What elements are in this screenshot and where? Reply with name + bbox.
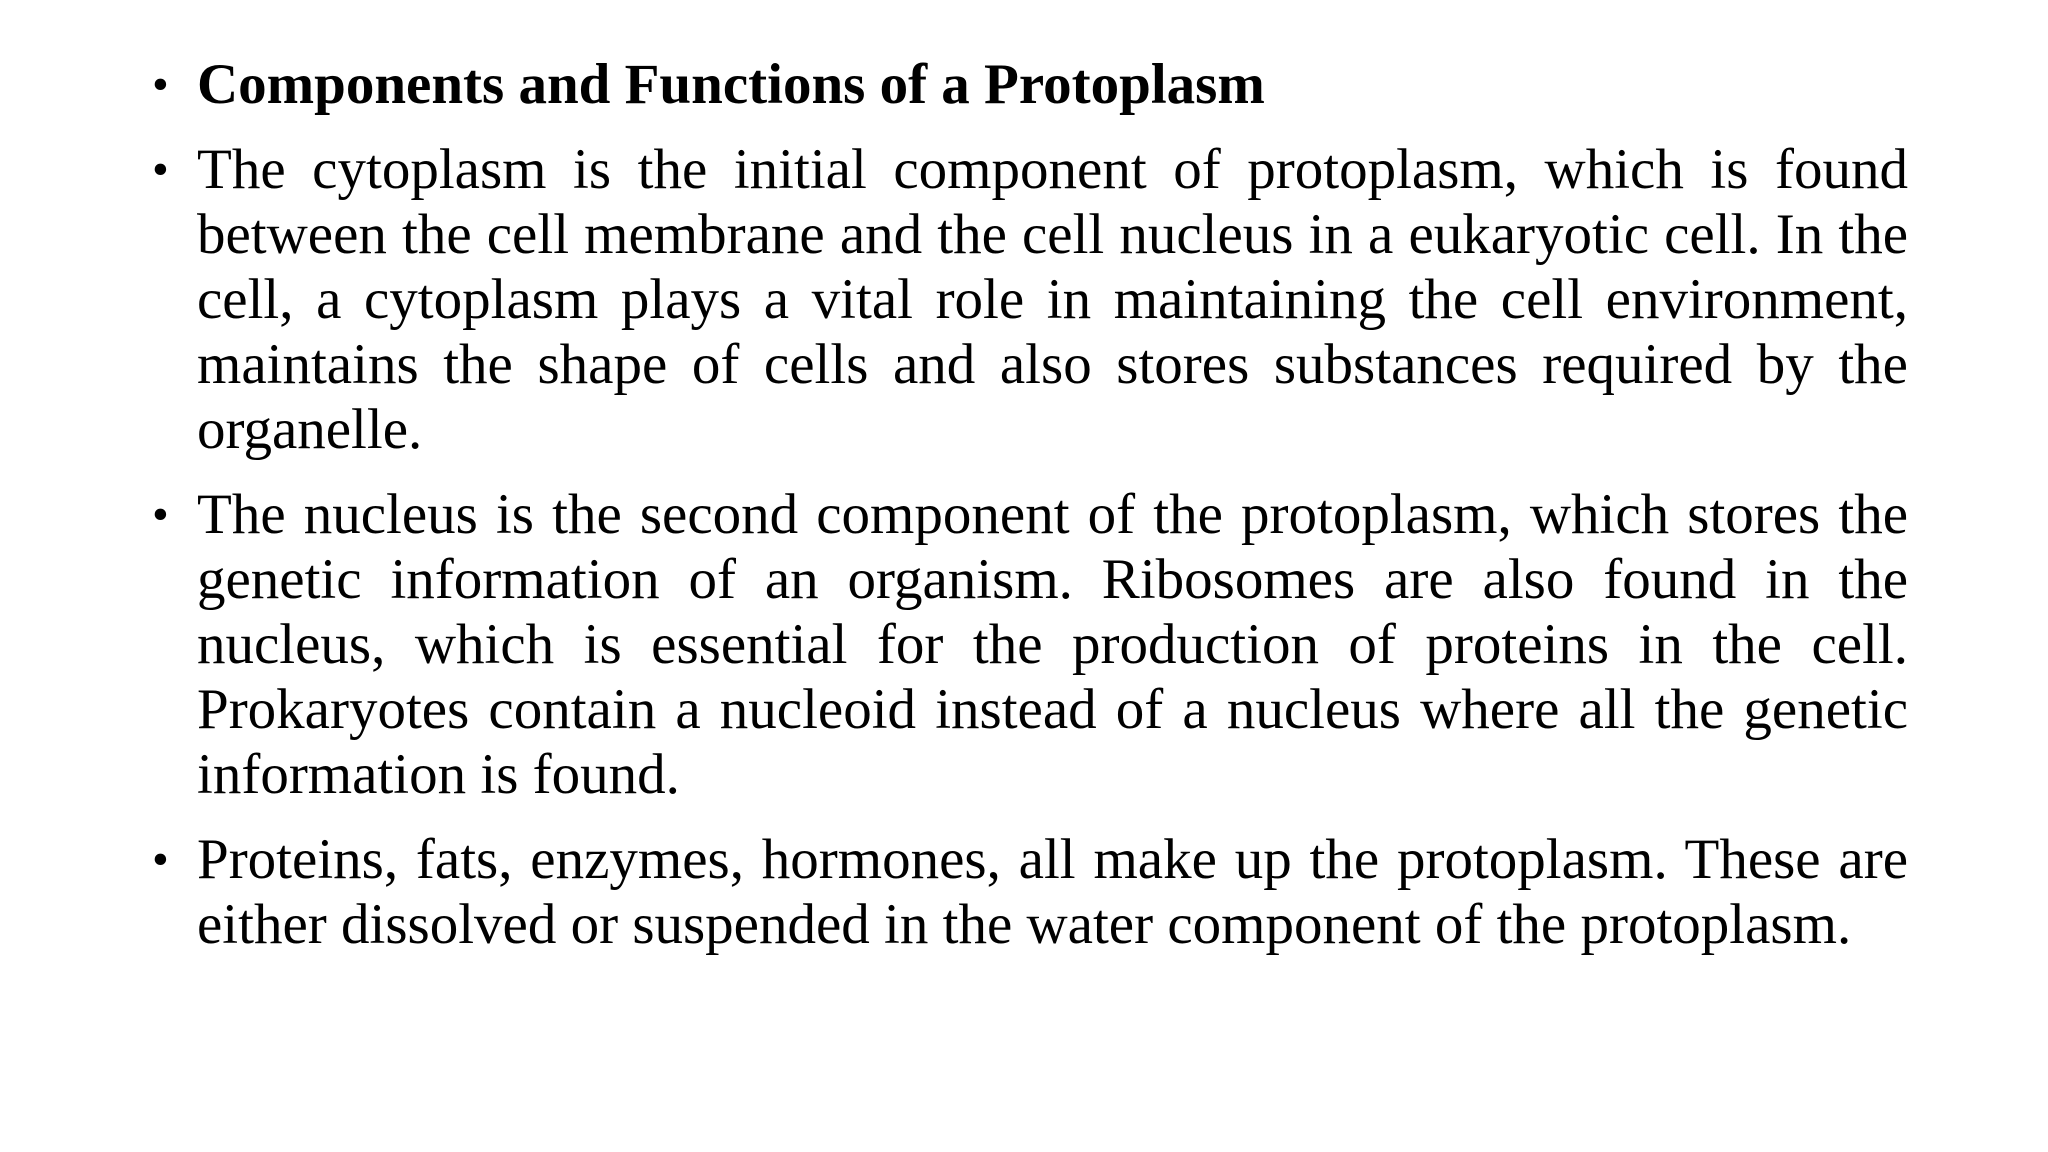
list-item-heading xyxy=(152,52,1908,117)
bullet-icon: • xyxy=(152,58,169,111)
bullet-icon: • xyxy=(152,488,169,541)
paragraph-proteins: Proteins, fats, enzymes, hormones, all make up the protoplasm. These are either dissolved or suspended in the water component of the protoplasm. xyxy=(197,828,1908,956)
bullet-icon: • xyxy=(152,143,169,196)
list-item-proteins xyxy=(152,827,1908,957)
paragraph-cytoplasm: The cytoplasm is the initial component of protoplasm, which is found between the cell membrane and the cell nucleus in a eukaryotic cell. In the cell, a cytoplasm plays a vital role in maintaining the cell environment, maintains the shape of cells and also stores substances required by the organelle. xyxy=(197,138,1908,461)
paragraph-nucleus: The nucleus is the second component of the protoplasm, which stores the genetic information of an organism. Ribosomes are also found in the nucleus, which is essential for the production of proteins in the cell. Prokaryotes contain a nucleoid instead of a nucleus where all the genetic information is found. xyxy=(197,483,1908,806)
slide-heading: Components and Functions of a Protoplasm xyxy=(197,53,1265,116)
list-item-cytoplasm xyxy=(152,137,1908,462)
bullet-icon: • xyxy=(152,833,169,886)
list-item-nucleus xyxy=(152,482,1908,807)
bullet-list xyxy=(152,52,1908,977)
